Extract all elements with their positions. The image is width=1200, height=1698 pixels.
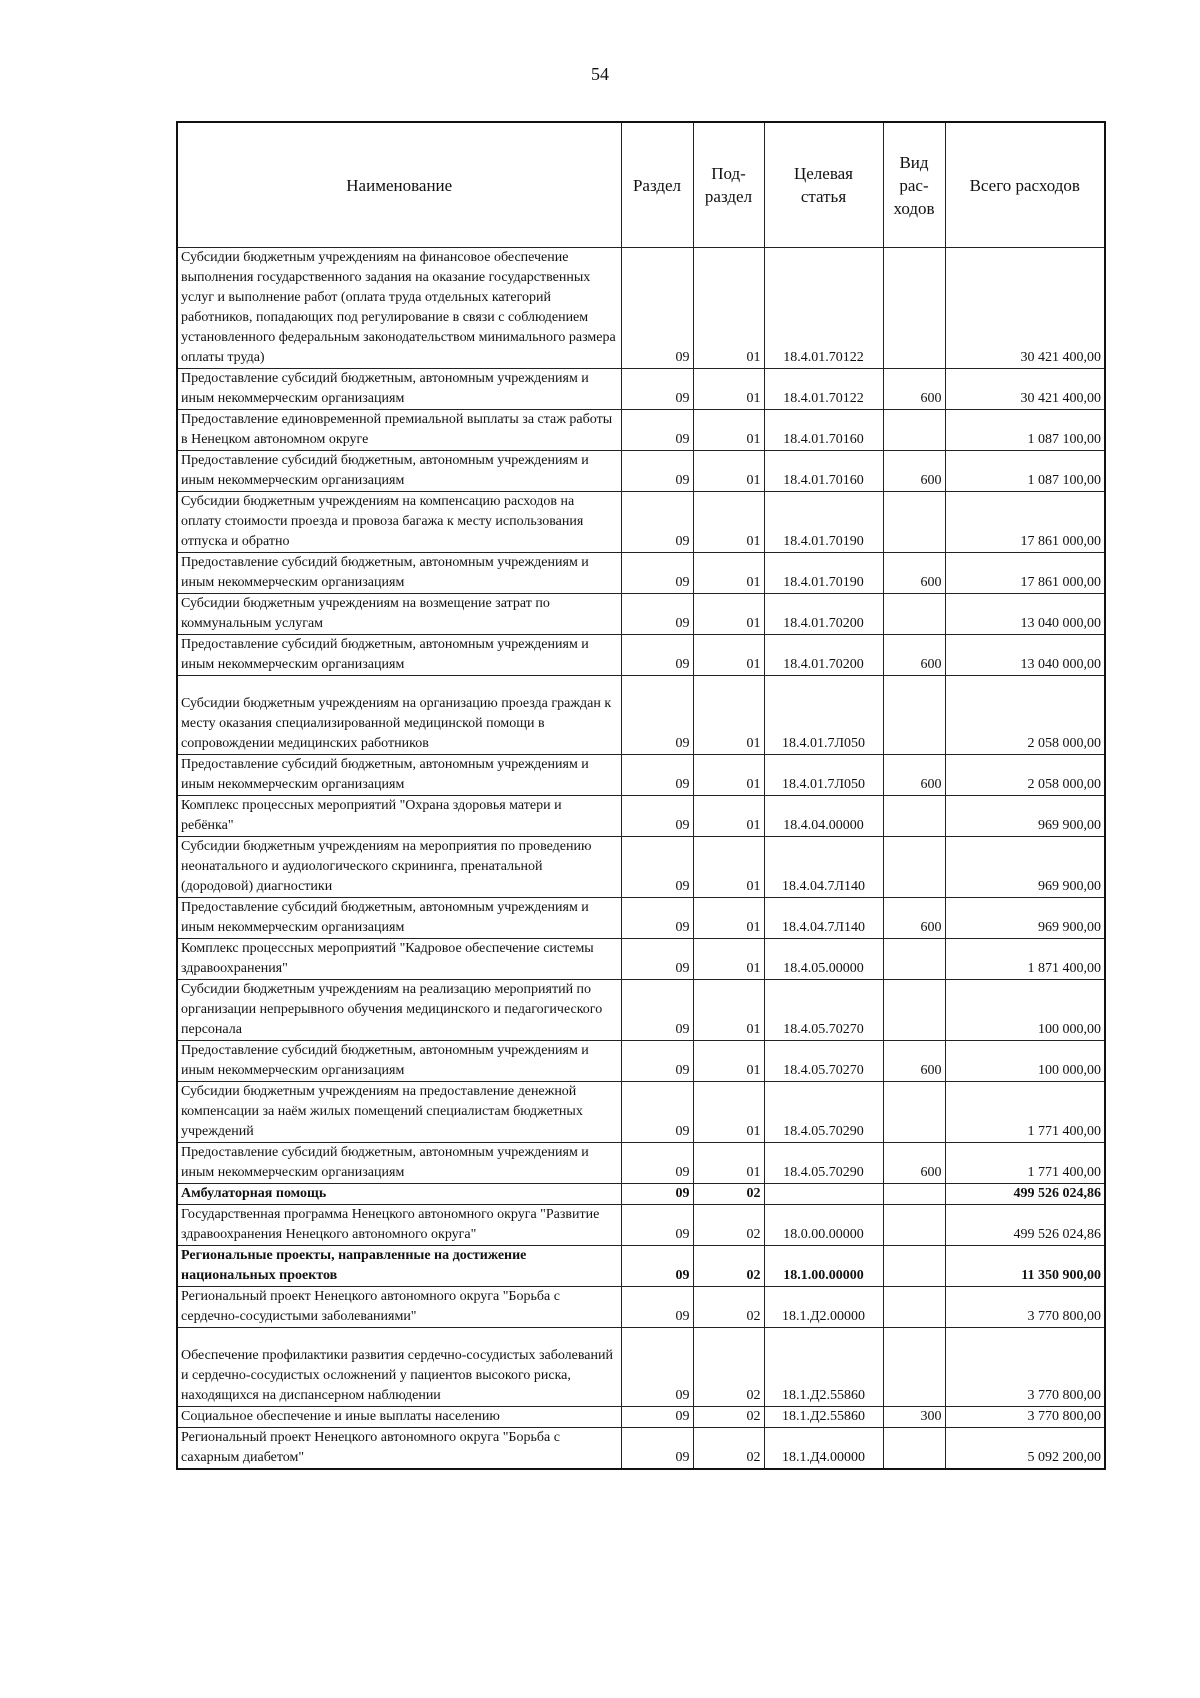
row-article: 18.4.01.70200 xyxy=(764,594,883,635)
row-article: 18.4.05.70290 xyxy=(764,1143,883,1184)
row-subsection: 01 xyxy=(693,837,764,898)
row-name: Предоставление субсидий бюджетным, автономным учреждениям и иным некоммерческим организациям xyxy=(177,451,621,492)
row-section: 09 xyxy=(621,837,693,898)
row-article: 18.1.00.00000 xyxy=(764,1246,883,1287)
row-name: Субсидии бюджетным учреждениям на возмещение затрат по коммунальным услугам xyxy=(177,594,621,635)
row-article xyxy=(764,1184,883,1205)
table-row xyxy=(177,635,1105,676)
row-subsection: 02 xyxy=(693,1205,764,1246)
row-article: 18.1.Д2.00000 xyxy=(764,1287,883,1328)
row-subsection: 01 xyxy=(693,248,764,369)
table-row xyxy=(177,676,1105,755)
row-name: Региональные проекты, направленные на достижение национальных проектов xyxy=(177,1246,621,1287)
row-name: Субсидии бюджетным учреждениям на организацию проезда граждан к месту оказания специализированной медицинской помощи в сопровождении медицинских работников xyxy=(177,676,621,755)
budget-table xyxy=(176,121,1106,1470)
row-subsection: 02 xyxy=(693,1287,764,1328)
row-article: 18.4.01.70200 xyxy=(764,635,883,676)
row-subsection: 01 xyxy=(693,1143,764,1184)
row-subsection: 01 xyxy=(693,635,764,676)
table-row xyxy=(177,939,1105,980)
row-name: Субсидии бюджетным учреждениям на мероприятия по проведению неонатального и аудиологического скрининга, пренатальной (дородовой) диагностики xyxy=(177,837,621,898)
table-row xyxy=(177,898,1105,939)
table-row xyxy=(177,1407,1105,1428)
row-section: 09 xyxy=(621,939,693,980)
row-name: Предоставление субсидий бюджетным, автономным учреждениям и иным некоммерческим организациям xyxy=(177,553,621,594)
row-total: 100 000,00 xyxy=(945,980,1105,1041)
row-section: 09 xyxy=(621,594,693,635)
row-name: Региональный проект Ненецкого автономного округа "Борьба с сахарным диабетом" xyxy=(177,1428,621,1470)
row-name: Амбулаторная помощь xyxy=(177,1184,621,1205)
row-total: 2 058 000,00 xyxy=(945,755,1105,796)
header-target-article: Целевая статья xyxy=(764,122,883,248)
row-expense-type: 600 xyxy=(883,1041,945,1082)
row-total: 1 871 400,00 xyxy=(945,939,1105,980)
page-number: 54 xyxy=(591,64,609,84)
row-article: 18.4.04.00000 xyxy=(764,796,883,837)
table-row xyxy=(177,1287,1105,1328)
row-expense-type: 600 xyxy=(883,553,945,594)
row-name: Социальное обеспечение и иные выплаты населению xyxy=(177,1407,621,1428)
row-article: 18.4.01.70122 xyxy=(764,369,883,410)
row-expense-type xyxy=(883,410,945,451)
row-subsection: 02 xyxy=(693,1428,764,1470)
row-name: Предоставление субсидий бюджетным, автономным учреждениям и иным некоммерческим организациям xyxy=(177,898,621,939)
row-total: 13 040 000,00 xyxy=(945,635,1105,676)
row-name: Комплекс процессных мероприятий "Охрана здоровья матери и ребёнка" xyxy=(177,796,621,837)
table-row xyxy=(177,796,1105,837)
row-section: 09 xyxy=(621,248,693,369)
table-row xyxy=(177,1082,1105,1143)
row-expense-type: 300 xyxy=(883,1407,945,1428)
row-section: 09 xyxy=(621,1184,693,1205)
row-name: Субсидии бюджетным учреждениям на компенсацию расходов на оплату стоимости проезда и провоза багажа к месту использования отпуска и обратно xyxy=(177,492,621,553)
row-section: 09 xyxy=(621,1205,693,1246)
row-article: 18.4.01.70190 xyxy=(764,492,883,553)
row-total: 3 770 800,00 xyxy=(945,1407,1105,1428)
row-total: 13 040 000,00 xyxy=(945,594,1105,635)
row-name: Предоставление субсидий бюджетным, автономным учреждениям и иным некоммерческим организациям xyxy=(177,635,621,676)
row-name: Предоставление субсидий бюджетным, автономным учреждениям и иным некоммерческим организациям xyxy=(177,369,621,410)
row-total: 1 771 400,00 xyxy=(945,1143,1105,1184)
table-row xyxy=(177,553,1105,594)
row-subsection: 01 xyxy=(693,1082,764,1143)
row-expense-type xyxy=(883,1287,945,1328)
row-article: 18.4.04.7Л140 xyxy=(764,898,883,939)
table-row xyxy=(177,451,1105,492)
row-expense-type xyxy=(883,837,945,898)
row-section: 09 xyxy=(621,553,693,594)
header-subsection: Под- раздел xyxy=(693,122,764,248)
row-name: Субсидии бюджетным учреждениям на реализацию мероприятий по организации непрерывного обучения медицинского и педагогического персонала xyxy=(177,980,621,1041)
row-section: 09 xyxy=(621,755,693,796)
row-article: 18.4.05.70270 xyxy=(764,1041,883,1082)
row-article: 18.4.05.70270 xyxy=(764,980,883,1041)
row-section: 09 xyxy=(621,451,693,492)
table-row xyxy=(177,1205,1105,1246)
row-total: 5 092 200,00 xyxy=(945,1428,1105,1470)
table-row xyxy=(177,594,1105,635)
row-total: 30 421 400,00 xyxy=(945,369,1105,410)
row-name: Предоставление субсидий бюджетным, автономным учреждениям и иным некоммерческим организациям xyxy=(177,1143,621,1184)
row-subsection: 01 xyxy=(693,410,764,451)
row-total: 2 058 000,00 xyxy=(945,676,1105,755)
row-section: 09 xyxy=(621,1407,693,1428)
row-name: Комплекс процессных мероприятий "Кадровое обеспечение системы здравоохранения" xyxy=(177,939,621,980)
row-article: 18.4.01.70160 xyxy=(764,451,883,492)
row-subsection: 01 xyxy=(693,980,764,1041)
row-expense-type: 600 xyxy=(883,1143,945,1184)
row-total: 3 770 800,00 xyxy=(945,1328,1105,1407)
table-row xyxy=(177,1184,1105,1205)
table-row xyxy=(177,1041,1105,1082)
table-row xyxy=(177,1143,1105,1184)
row-expense-type xyxy=(883,939,945,980)
table-row xyxy=(177,1328,1105,1407)
row-expense-type xyxy=(883,676,945,755)
row-total: 969 900,00 xyxy=(945,898,1105,939)
row-expense-type: 600 xyxy=(883,369,945,410)
row-subsection: 01 xyxy=(693,553,764,594)
row-total: 17 861 000,00 xyxy=(945,492,1105,553)
row-total: 499 526 024,86 xyxy=(945,1184,1105,1205)
row-section: 09 xyxy=(621,492,693,553)
row-subsection: 01 xyxy=(693,451,764,492)
row-total: 30 421 400,00 xyxy=(945,248,1105,369)
row-expense-type xyxy=(883,796,945,837)
row-subsection: 01 xyxy=(693,369,764,410)
row-subsection: 02 xyxy=(693,1328,764,1407)
row-name: Субсидии бюджетным учреждениям на финансовое обеспечение выполнения государственного задания на оказание государственных услуг и выполнение работ (оплата труда отдельных категорий работников, попадающих под регулирование в связи с соблюдением установленного федеральным законодательством минимального размера оплаты труда) xyxy=(177,248,621,369)
row-article: 18.4.01.7Л050 xyxy=(764,676,883,755)
row-section: 09 xyxy=(621,980,693,1041)
row-subsection: 01 xyxy=(693,1041,764,1082)
row-total: 3 770 800,00 xyxy=(945,1287,1105,1328)
table-body xyxy=(177,248,1105,1470)
row-total: 969 900,00 xyxy=(945,796,1105,837)
row-name: Обеспечение профилактики развития сердечно-сосудистых заболеваний и сердечно-сосудистых осложнений у пациентов высокого риска, находящихся на диспансерном наблюдении xyxy=(177,1328,621,1407)
row-subsection: 01 xyxy=(693,755,764,796)
row-subsection: 01 xyxy=(693,492,764,553)
row-expense-type: 600 xyxy=(883,898,945,939)
row-total: 499 526 024,86 xyxy=(945,1205,1105,1246)
table-row xyxy=(177,755,1105,796)
row-subsection: 02 xyxy=(693,1184,764,1205)
row-section: 09 xyxy=(621,1246,693,1287)
row-article: 18.4.04.7Л140 xyxy=(764,837,883,898)
row-article: 18.1.Д2.55860 xyxy=(764,1407,883,1428)
row-expense-type xyxy=(883,248,945,369)
row-article: 18.4.05.70290 xyxy=(764,1082,883,1143)
header-section: Раздел xyxy=(621,122,693,248)
table-row xyxy=(177,410,1105,451)
row-section: 09 xyxy=(621,1143,693,1184)
row-subsection: 01 xyxy=(693,676,764,755)
row-name: Региональный проект Ненецкого автономного округа "Борьба с сердечно-сосудистыми заболеваниями" xyxy=(177,1287,621,1328)
row-total: 1 771 400,00 xyxy=(945,1082,1105,1143)
row-name: Государственная программа Ненецкого автономного округа "Развитие здравоохранения Ненецкого автономного округа" xyxy=(177,1205,621,1246)
row-article: 18.4.01.70122 xyxy=(764,248,883,369)
row-section: 09 xyxy=(621,1082,693,1143)
row-total: 11 350 900,00 xyxy=(945,1246,1105,1287)
table-row xyxy=(177,980,1105,1041)
row-article: 18.4.05.00000 xyxy=(764,939,883,980)
row-article: 18.1.Д2.55860 xyxy=(764,1328,883,1407)
row-total: 100 000,00 xyxy=(945,1041,1105,1082)
header-name: Наименование xyxy=(177,122,621,248)
row-total: 1 087 100,00 xyxy=(945,451,1105,492)
row-subsection: 01 xyxy=(693,796,764,837)
row-section: 09 xyxy=(621,1287,693,1328)
row-expense-type: 600 xyxy=(883,755,945,796)
row-expense-type xyxy=(883,1205,945,1246)
row-subsection: 02 xyxy=(693,1407,764,1428)
row-section: 09 xyxy=(621,676,693,755)
row-name: Субсидии бюджетным учреждениям на предоставление денежной компенсации за наём жилых помещений специалистам бюджетных учреждений xyxy=(177,1082,621,1143)
row-expense-type: 600 xyxy=(883,451,945,492)
row-article: 18.4.01.70160 xyxy=(764,410,883,451)
row-expense-type xyxy=(883,1082,945,1143)
row-article: 18.4.01.7Л050 xyxy=(764,755,883,796)
row-expense-type xyxy=(883,1184,945,1205)
table-row xyxy=(177,1246,1105,1287)
row-section: 09 xyxy=(621,635,693,676)
row-total: 17 861 000,00 xyxy=(945,553,1105,594)
row-section: 09 xyxy=(621,1328,693,1407)
row-section: 09 xyxy=(621,1428,693,1470)
row-section: 09 xyxy=(621,796,693,837)
row-section: 09 xyxy=(621,1041,693,1082)
row-subsection: 01 xyxy=(693,939,764,980)
row-expense-type xyxy=(883,1246,945,1287)
row-total: 969 900,00 xyxy=(945,837,1105,898)
row-article: 18.0.00.00000 xyxy=(764,1205,883,1246)
row-name: Предоставление субсидий бюджетным, автономным учреждениям и иным некоммерческим организациям xyxy=(177,1041,621,1082)
row-subsection: 02 xyxy=(693,1246,764,1287)
row-expense-type xyxy=(883,1328,945,1407)
row-expense-type xyxy=(883,594,945,635)
table-row xyxy=(177,248,1105,369)
table-row xyxy=(177,837,1105,898)
row-article: 18.1.Д4.00000 xyxy=(764,1428,883,1470)
row-name: Предоставление единовременной премиальной выплаты за стаж работы в Ненецком автономном округе xyxy=(177,410,621,451)
row-name: Предоставление субсидий бюджетным, автономным учреждениям и иным некоммерческим организациям xyxy=(177,755,621,796)
header-expense-type: Вид рас- ходов xyxy=(883,122,945,248)
row-expense-type: 600 xyxy=(883,635,945,676)
row-total: 1 087 100,00 xyxy=(945,410,1105,451)
row-section: 09 xyxy=(621,410,693,451)
row-subsection: 01 xyxy=(693,594,764,635)
row-section: 09 xyxy=(621,898,693,939)
row-section: 09 xyxy=(621,369,693,410)
table-row xyxy=(177,492,1105,553)
header-total: Всего расходов xyxy=(945,122,1105,248)
row-subsection: 01 xyxy=(693,898,764,939)
row-expense-type xyxy=(883,1428,945,1470)
table-header-row xyxy=(177,122,1105,248)
row-expense-type xyxy=(883,980,945,1041)
table-row xyxy=(177,1428,1105,1470)
row-expense-type xyxy=(883,492,945,553)
table-row xyxy=(177,369,1105,410)
row-article: 18.4.01.70190 xyxy=(764,553,883,594)
